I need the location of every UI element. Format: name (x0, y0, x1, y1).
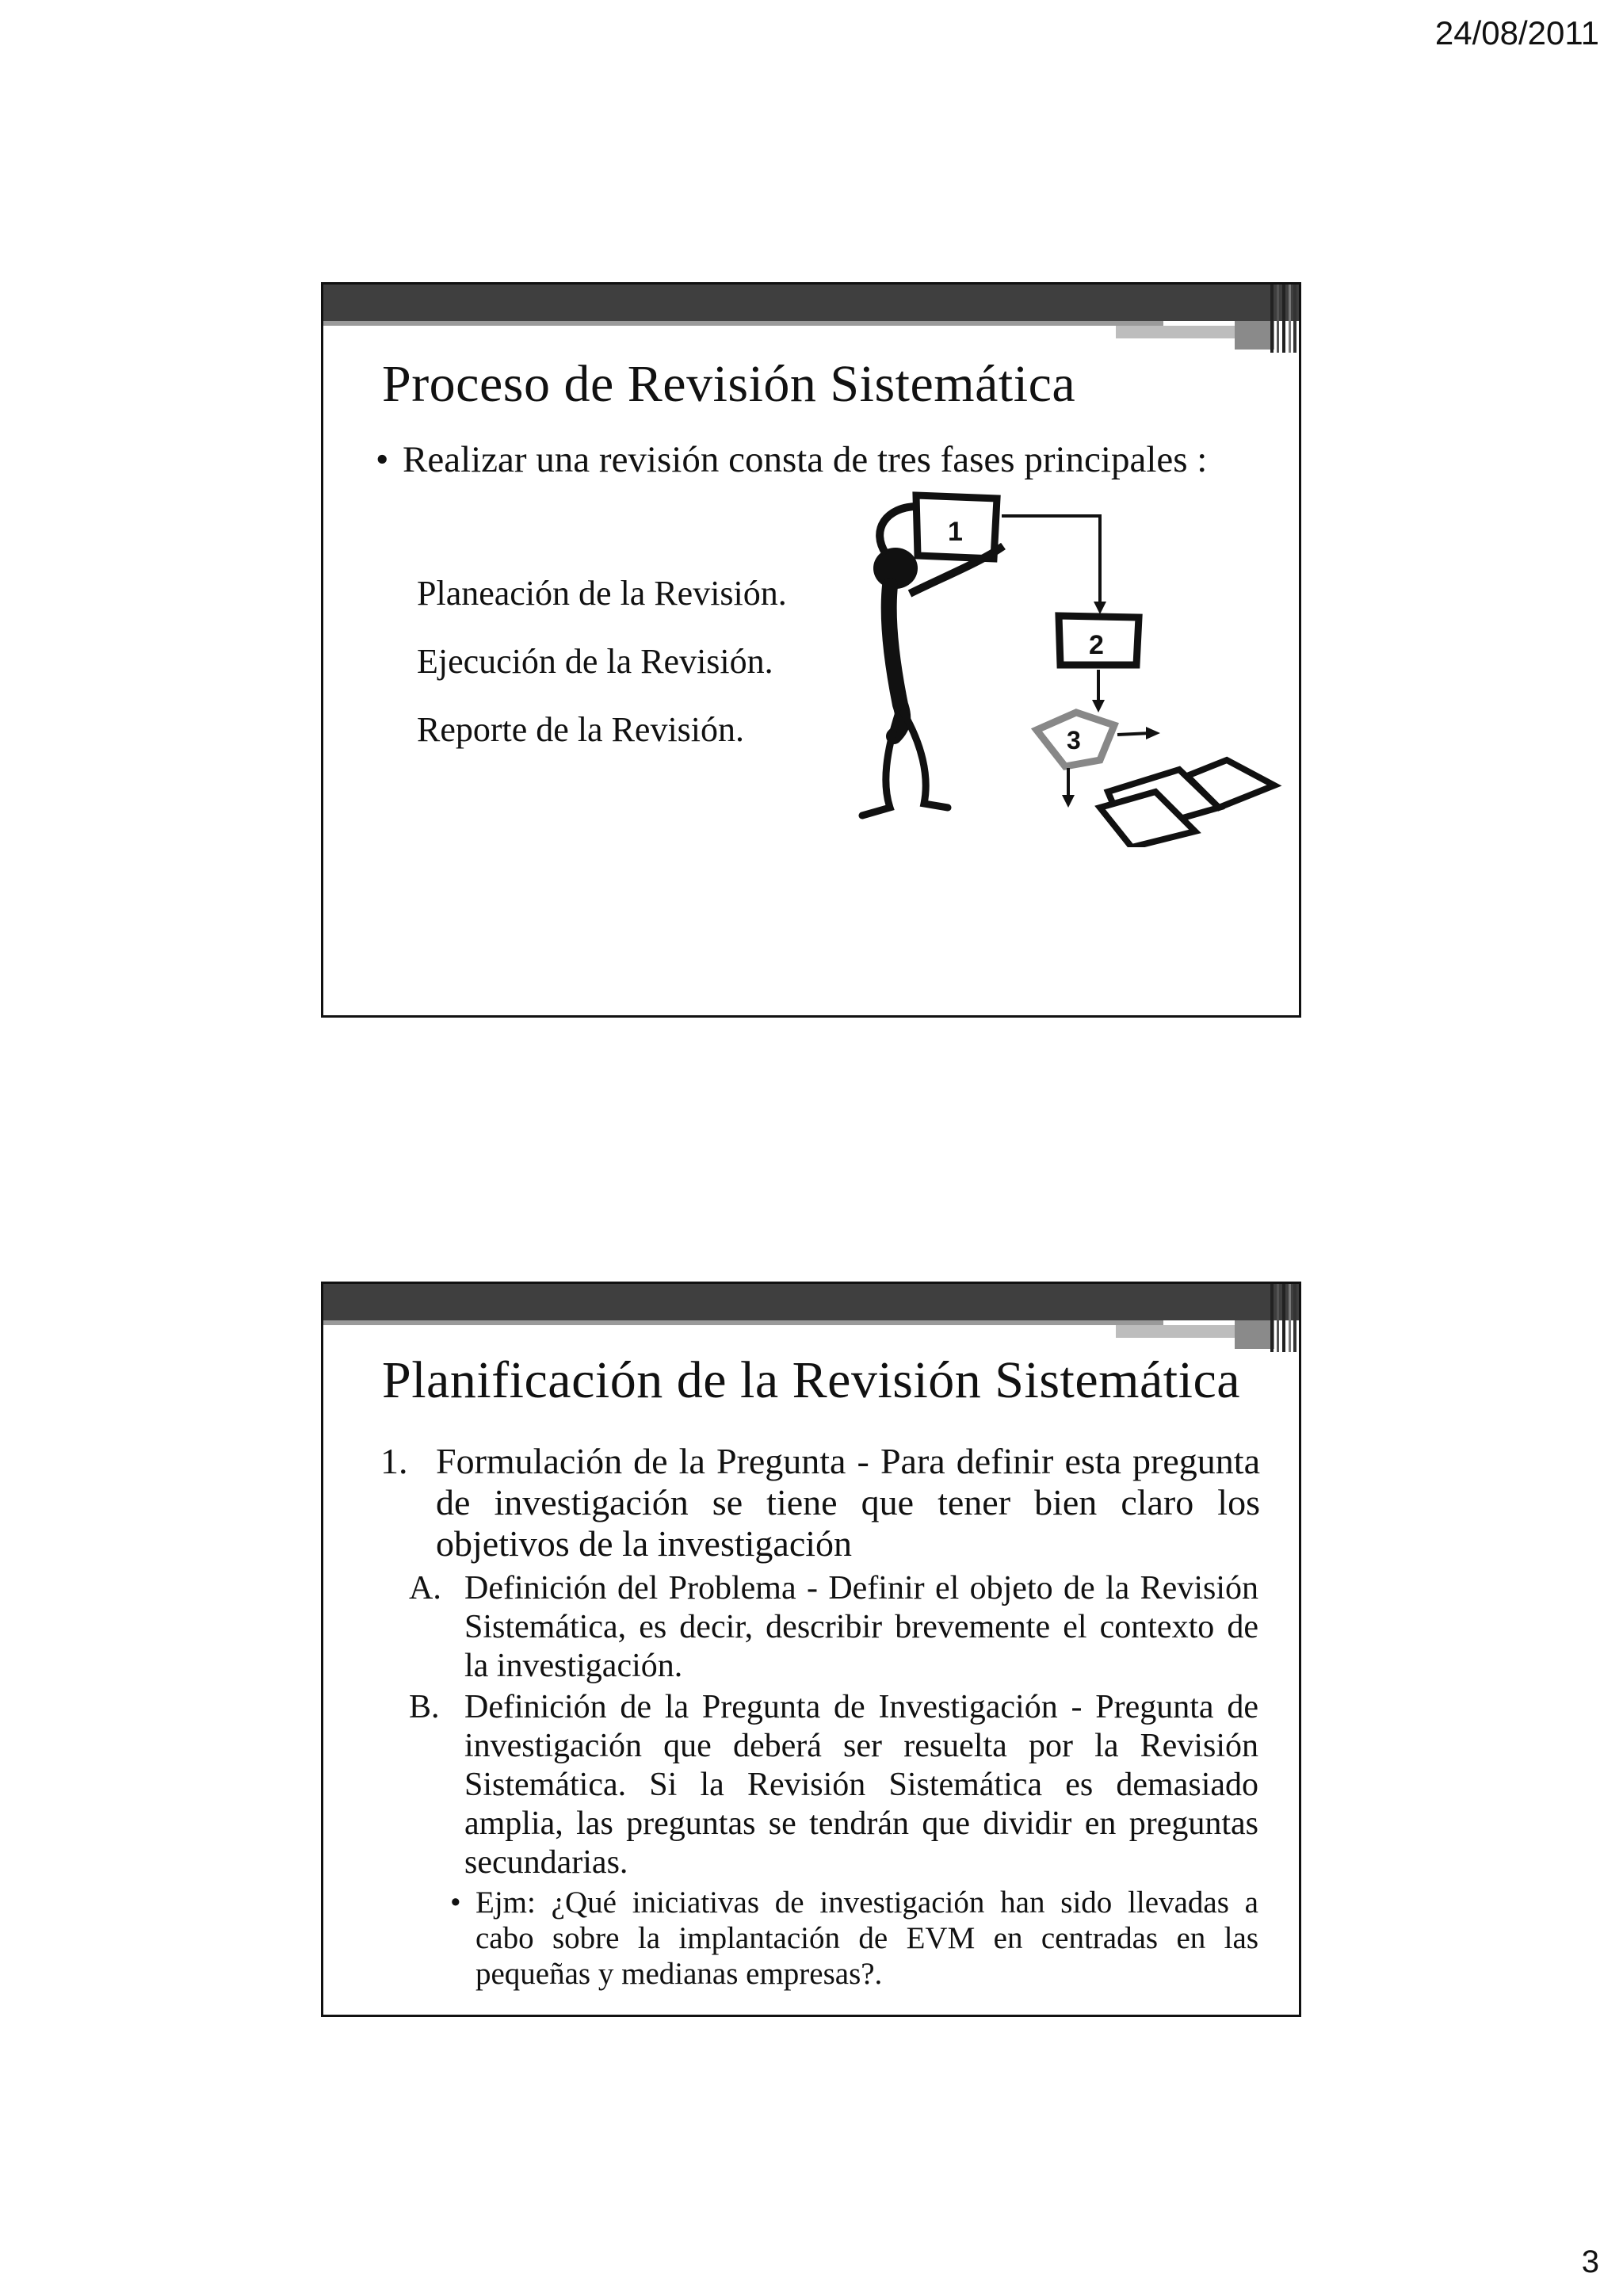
step-label: 1 (948, 517, 963, 547)
phase-list (417, 573, 787, 777)
list-item-text: Formulación de la Pregunta - Para definir esta pregunta de investigación se tiene que tener bien claro los objetivos de la investigación (436, 1441, 1260, 1564)
list-item (450, 1885, 1258, 1992)
slide-title: Proceso de Revisión Sistemática (382, 355, 1076, 413)
list-item-text: Ejm: ¿Qué iniciativas de investigación han sido llevadas a cabo sobre la implantación de EVM en centradas en las pequeñas y medianas empresas?. (475, 1885, 1258, 1991)
slide-planificacion (321, 1282, 1301, 2017)
list-marker: 1. (380, 1441, 408, 1481)
phase-item: Planeación de la Revisión. (417, 574, 787, 613)
slide-header-band (323, 1284, 1299, 1352)
step-label: 3 (1067, 726, 1081, 755)
list-item-text: Definición del Problema - Definir el objeto de la Revisión Sistemática, es decir, describir brevemente el contexto de la investigación. (464, 1570, 1258, 1684)
page-number: 3 (1581, 2244, 1599, 2279)
slide-header-band (323, 285, 1299, 353)
list-marker: B. (409, 1689, 440, 1725)
slide-title: Planificación de la Revisión Sistemática (382, 1351, 1241, 1409)
bullet-text: Realizar una revisión consta de tres fases principales : (403, 439, 1208, 480)
list-item (409, 1569, 1258, 1686)
step-label: 2 (1089, 630, 1104, 660)
process-illustration (846, 475, 1290, 851)
list-marker: A. (409, 1570, 441, 1606)
list-marker: • (450, 1885, 461, 1920)
list-item (409, 1688, 1258, 1882)
list-item (380, 1441, 1260, 1564)
page-date: 24/08/2011 (1434, 14, 1599, 52)
phase-item: Reporte de la Revisión. (417, 710, 745, 749)
bullet-dot: • (376, 439, 389, 480)
list-item-text: Definición de la Pregunta de Investigación - Pregunta de investigación que deberá ser resuelta por la Revisión Sistemática. Si la Revisión Sistemática es demasiado amplia, las preguntas se tendrán que dividir en preguntas secundarias. (464, 1689, 1258, 1881)
phase-item: Ejecución de la Revisión. (417, 642, 773, 681)
stick-figure-process-icon (846, 475, 1290, 847)
slide-proceso (321, 282, 1301, 1018)
